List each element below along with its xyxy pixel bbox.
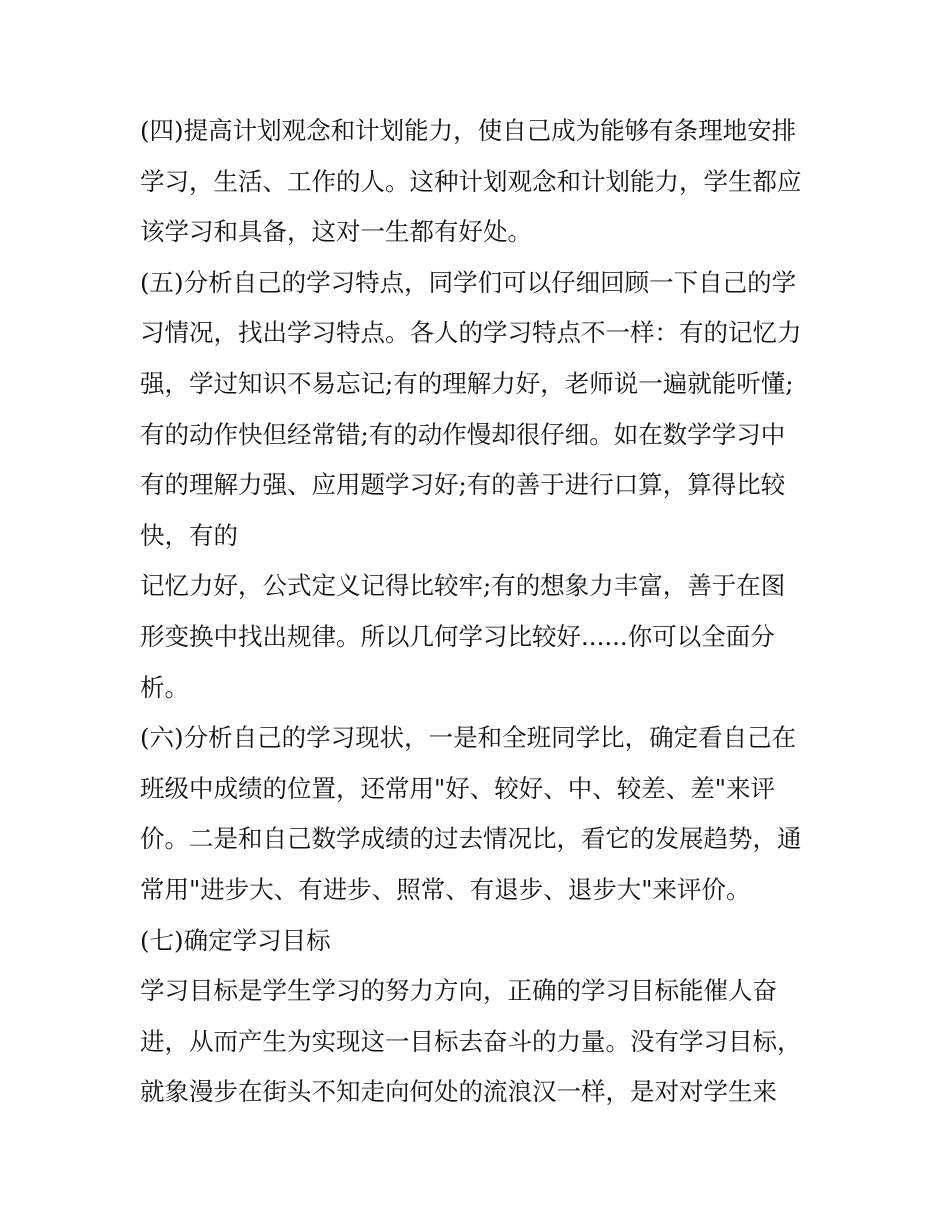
text-line: (四)提高计划观念和计划能力，使自己成为能够有条理地安排 bbox=[140, 116, 797, 145]
text-line: 该学习和具备，这对一生都有好处。 bbox=[140, 217, 532, 247]
text-line: (七)确定学习目标 bbox=[140, 925, 331, 955]
text-line: 常用"进步大、有进步、照常、有退步、退步大"来评价。 bbox=[140, 874, 751, 904]
text-line: 班级中成绩的位置，还常用"好、较好、中、较差、差"来评 bbox=[140, 773, 776, 803]
text-line: 析。 bbox=[140, 672, 189, 702]
text-line: 进，从而产生为实现这一目标去奋斗的力量。没有学习目标， bbox=[140, 1026, 802, 1056]
text-line: 形变换中找出规律。所以几何学习比较好......你可以全面分 bbox=[140, 621, 775, 651]
text-line: (六)分析自己的学习现状，一是和全班同学比，确定看自己在 bbox=[140, 723, 797, 753]
text-line: 强，学过知识不易忘记;有的理解力好，老师说一遍就能听懂; bbox=[140, 368, 794, 398]
document-body bbox=[140, 106, 820, 1118]
text-line: (五)分析自己的学习特点，同学们可以仔细回顾一下自己的学 bbox=[140, 267, 797, 297]
text-line: 学习，生活、工作的人。这种计划观念和计划能力，学生都应 bbox=[140, 166, 802, 196]
text-line: 习情况，找出学习特点。各人的学习特点不一样：有的记忆力 bbox=[140, 318, 802, 348]
text-line: 就象漫步在街头不知走向何处的流浪汉一样，是对对学生来 bbox=[140, 1077, 777, 1107]
text-line: 记忆力好，公式定义记得比较牢;有的想象力丰富，善于在图 bbox=[140, 571, 786, 601]
text-line: 学习目标是学生学习的努力方向，正确的学习目标能催人奋 bbox=[140, 976, 777, 1006]
text-line: 快，有的 bbox=[140, 520, 238, 550]
text-line: 价。二是和自己数学成绩的过去情况比，看它的发展趋势，通 bbox=[140, 824, 802, 854]
text-line: 有的动作快但经常错;有的动作慢却很仔细。如在数学学习中 bbox=[140, 419, 786, 449]
text-line: 有的理解力强、应用题学习好;有的善于进行口算，算得比较 bbox=[140, 470, 786, 500]
